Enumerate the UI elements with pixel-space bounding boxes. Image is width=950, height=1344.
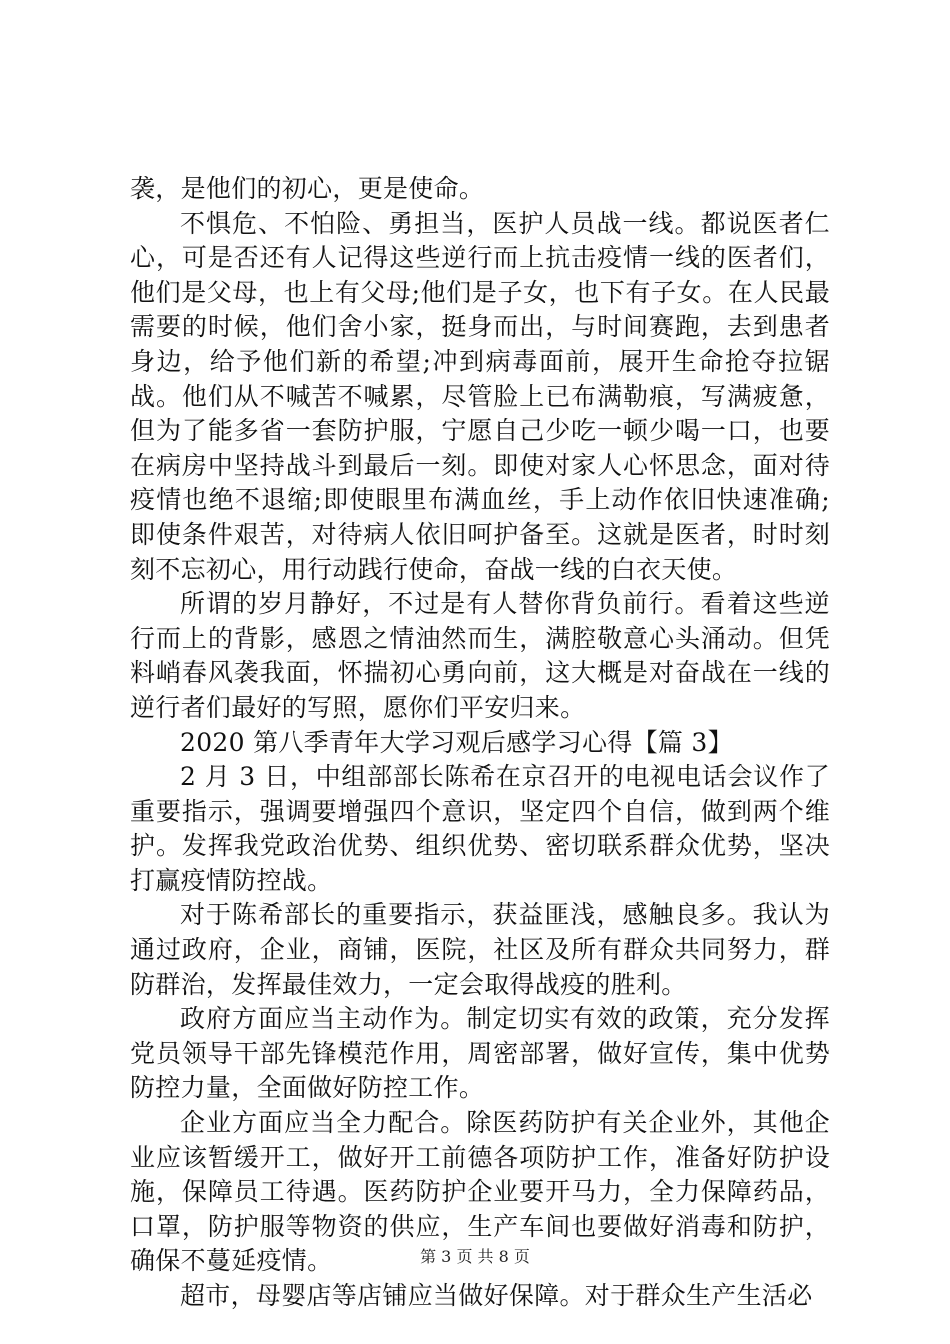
paragraph-5: 对于陈希部长的重要指示，获益匪浅，感触良多。我认为通过政府，企业，商铺，医院，社区及所有群众共同努力，群防群治，发挥最佳效力，一定会取得战疫的胜利。	[130, 900, 830, 999]
paragraph-7: 企业方面应当全力配合。除医药防护有关企业外，其他企业应该暂缓开工，做好开工前德各项防护工作，准备好防护设施，保障员工待遇。医药防护企业要开马力，全力保障药品，口罩，防护服等物资的供应，生产车间也要做好消毒和防护，确保不蔓延疫情。	[130, 1108, 830, 1276]
section-heading: 2020 第八季青年大学习观后感学习心得【篇 3】	[180, 727, 733, 757]
paragraph-4: 2 月 3 日，中组部部长陈希在京召开的电视电话会议作了重要指示，强调要增强四个意识，坚定四个自信，做到两个维护。发挥我党政治优势、组织优势、密切联系群众优势，坚决打赢疫情防控战。	[130, 762, 830, 895]
document-body	[130, 172, 830, 1314]
page-number-footer: 第 3 页 共 8 页	[420, 1247, 530, 1266]
paragraph-3: 所谓的岁月静好，不过是有人替你背负前行。看着这些逆行而上的背影，感恩之情油然而生，满腔敬意心头涌动。但凭料峭春风袭我面，怀揣初心勇向前，这大概是对奋战在一线的逆行者们最好的写照，愿你们平安归来。	[130, 589, 830, 722]
paragraph-6: 政府方面应当主动作为。制定切实有效的政策，充分发挥党员领导干部先锋模范作用，周密部署，做好宣传，集中优势防控力量，全面做好防控工作。	[130, 1004, 830, 1103]
paragraph-1: 袭，是他们的初心，更是使命。	[130, 174, 485, 203]
paragraph-2: 不惧危、不怕险、勇担当，医护人员战一线。都说医者仁心，可是否还有人记得这些逆行而上抗击疫情一线的医者们，他们是父母，也上有父母;他们是子女，也下有子女。在人民最需要的时候，他们舍小家，挺身而出，与时间赛跑，去到患者身边，给予他们新的希望;冲到病毒面前，展开生命抢夺拉锯战。他们从不喊苦不喊累，尽管脸上已布满勒痕，写满疲惫，但为了能多省一套防护服，宁愿自己少吃一顿少喝一口，也要在病房中坚持战斗到最后一刻。即使对家人心怀思念，面对待疫情也绝不退缩;即使眼里布满血丝，手上动作依旧快速准确;即使条件艰苦，对待病人依旧呵护备至。这就是医者，时时刻刻不忘初心，用行动践行使命，奋战一线的白衣天使。	[130, 208, 830, 584]
paragraph-8: 超市，母婴店等店铺应当做好保障。对于群众生产生活必	[180, 1281, 813, 1310]
